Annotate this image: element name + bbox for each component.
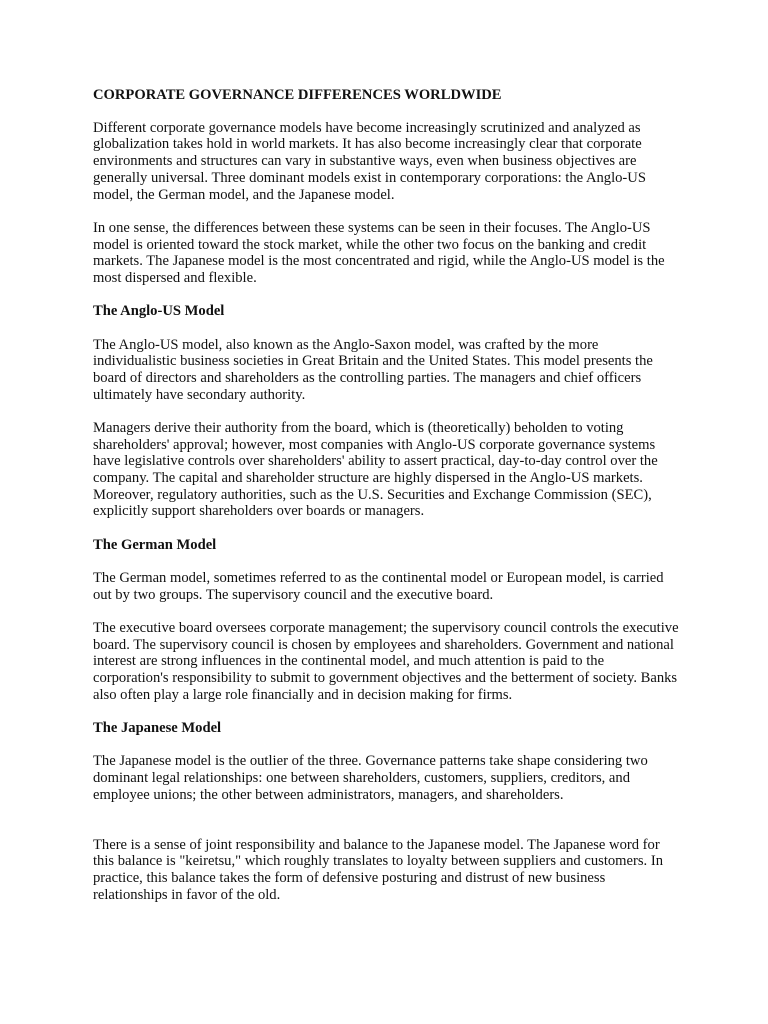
anglo-us-paragraph-2: Managers derive their authority from the board, which is (theoretically) beholden to voting shareholders' approval; however, most companies with Anglo-US corporate governance systems have legislative controls over shareholders' ability to assert practical, day-to-day control over the company. The capital and shareholder structure are highly dispersed in the Anglo-US markets. Moreover, regulatory authorities, such as the U.S. Securities and Exchange Commission (SEC), explicitly support shareholders over boards or managers. <box>93 419 658 520</box>
japanese-paragraph-1: The Japanese model is the outlier of the three. Governance patterns take shape considering two dominant legal relationships: one between shareholders, customers, suppliers, creditors, and employee unions; the other between administrators, managers, and shareholders. <box>93 753 648 803</box>
section-heading-japanese: The Japanese Model <box>93 720 222 737</box>
document-title: CORPORATE GOVERNANCE DIFFERENCES WORLDWIDE <box>93 87 502 103</box>
intro-paragraph-1: Different corporate governance models have become increasingly scrutinized and analyzed as globalization takes hold in world markets. It has also become increasingly clear that corporate environments and structures can vary in substantive ways, even when business objectives are generally universal. Three dominant models exist in contemporary corporations: the Anglo-US model, the German model, and the Japanese model. <box>93 119 646 203</box>
section-anglo-us <box>93 303 683 520</box>
section-japanese <box>93 720 683 903</box>
intro-paragraph-2: In one sense, the differences between these systems can be seen in their focuses. The Anglo-US model is oriented toward the stock market, while the other two focus on the banking and credit markets. The Japanese model is the most concentrated and rigid, while the Anglo-US model is the most dispersed and flexible. <box>93 219 665 286</box>
anglo-us-paragraph-1: The Anglo-US model, also known as the Anglo-Saxon model, was crafted by the more individualistic business societies in Great Britain and the United States. This model presents the board of directors and shareholders as the controlling parties. The managers and chief officers ultimately have secondary authority. <box>93 336 653 403</box>
section-heading-anglo-us: The Anglo-US Model <box>93 303 225 320</box>
japanese-paragraph-2: There is a sense of joint responsibility and balance to the Japanese model. The Japanese word for this balance is "keiretsu," which roughly translates to loyalty between suppliers and customers. In practice, this balance takes the form of defensive posturing and distrust of new business relationships in favor of the old. <box>93 836 663 903</box>
german-paragraph-2: The executive board oversees corporate management; the supervisory council controls the executive board. The supervisory council is chosen by employees and shareholders. Government and national interest are strong influences in the continental model, and much attention is paid to the corporation's responsibility to submit to government objectives and the betterment of society. Banks also often play a large role financially and in decision making for firms. <box>93 620 679 703</box>
german-paragraph-1: The German model, sometimes referred to as the continental model or European model, is carried out by two groups. The supervisory council and the executive board. <box>93 570 664 603</box>
section-german <box>93 537 683 704</box>
document-page <box>93 87 683 920</box>
section-heading-german: The German Model <box>93 536 217 553</box>
